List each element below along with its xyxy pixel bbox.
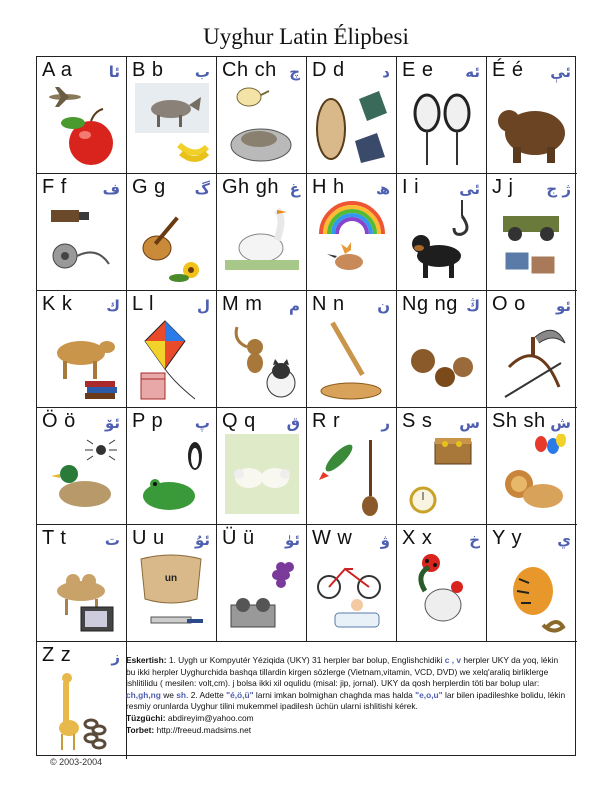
bow-arrow-icon bbox=[505, 356, 561, 397]
note-eou-1: "é,ö,ü" bbox=[226, 689, 254, 700]
bread-icon bbox=[321, 383, 381, 399]
illustration bbox=[405, 551, 479, 637]
letter-cell bbox=[217, 174, 307, 291]
arabic-letter: ھ bbox=[375, 180, 390, 198]
bear-icon bbox=[498, 110, 565, 163]
latin-letter: Gh gh bbox=[222, 176, 279, 198]
latin-letter: Ü ü bbox=[222, 527, 255, 549]
arabic-letter: ۋ bbox=[380, 531, 390, 549]
letter-cell bbox=[397, 408, 487, 525]
film-reel-icon bbox=[53, 244, 109, 268]
tiger-icon bbox=[513, 567, 553, 615]
rawap-icon bbox=[362, 440, 378, 516]
latin-letter: D d bbox=[312, 59, 345, 81]
letter-cell bbox=[37, 174, 127, 291]
illustration bbox=[495, 83, 569, 169]
illustration bbox=[45, 551, 119, 637]
cow-icon bbox=[57, 341, 115, 379]
giraffe-icon bbox=[59, 673, 79, 750]
arabic-letter: ي bbox=[557, 531, 571, 549]
letter-cell bbox=[37, 57, 127, 174]
bicycle-icon bbox=[318, 569, 380, 598]
dog-icon bbox=[412, 235, 461, 278]
lion-icon bbox=[505, 470, 563, 508]
arabic-letter: غ bbox=[289, 180, 300, 198]
letter-cell bbox=[37, 525, 127, 642]
latin-letter: Ng ng bbox=[402, 293, 458, 315]
copyright: © 2003-2004 bbox=[50, 757, 103, 767]
illustration bbox=[405, 317, 479, 403]
grapes-icon bbox=[272, 562, 294, 588]
tape-recorder-icon bbox=[231, 598, 275, 627]
arabic-letter: ڭ bbox=[466, 297, 480, 315]
sack-label: un bbox=[164, 573, 178, 584]
latin-letter: É é bbox=[492, 59, 524, 81]
illustration bbox=[315, 551, 389, 637]
latin-letter: F f bbox=[42, 176, 67, 198]
illustration bbox=[45, 200, 119, 286]
letter-cell bbox=[397, 174, 487, 291]
letter-cell bbox=[307, 408, 397, 525]
latin-letter: U u bbox=[132, 527, 165, 549]
apple-icon bbox=[61, 109, 113, 165]
arabic-letter: ك bbox=[106, 297, 120, 315]
hook-icon bbox=[454, 200, 467, 234]
bath-icon bbox=[335, 599, 379, 627]
latin-letter: E e bbox=[402, 59, 434, 81]
letter-cell bbox=[37, 642, 127, 759]
latin-letter: J j bbox=[492, 176, 514, 198]
arabic-letter: ئو bbox=[555, 297, 571, 315]
jeep-icon bbox=[503, 216, 559, 241]
duck-icon bbox=[51, 465, 111, 507]
latin-letter: Y y bbox=[492, 527, 523, 549]
illustration bbox=[495, 317, 569, 403]
illustration bbox=[315, 83, 389, 169]
illustration bbox=[225, 434, 299, 520]
illustration bbox=[135, 200, 209, 286]
illustration bbox=[45, 668, 119, 754]
note-heading: Eskertish: bbox=[126, 655, 167, 665]
goose-icon bbox=[225, 210, 299, 270]
letter-cell bbox=[217, 525, 307, 642]
latin-letter: L l bbox=[132, 293, 154, 315]
illustration bbox=[135, 317, 209, 403]
arabic-letter: ت bbox=[104, 531, 120, 549]
note-text-2c: lar bilen ipadileshke bolidu, lékin resmiy orunlarda Uyghur tilini mukemmel ipadilesh üchün ularni ishlitishi kérek. bbox=[126, 689, 566, 712]
arabic-letter: خ bbox=[469, 531, 480, 549]
rainbow-icon bbox=[321, 203, 383, 234]
arabic-letter: ئە bbox=[465, 63, 480, 81]
illustration bbox=[225, 551, 299, 637]
wolf-icon bbox=[135, 83, 209, 133]
arabic-letter: س bbox=[459, 414, 480, 432]
walnut-icon bbox=[411, 349, 473, 387]
illustration bbox=[135, 551, 209, 637]
arabic-letter: ش bbox=[550, 414, 571, 432]
arabic-letter: ز bbox=[111, 648, 120, 666]
illustration bbox=[45, 434, 119, 520]
tv-icon bbox=[81, 607, 113, 631]
letter-cell bbox=[307, 291, 397, 408]
latin-letter: K k bbox=[42, 293, 73, 315]
note-cv: c , v bbox=[444, 655, 462, 665]
arabic-letter: ئۈ bbox=[284, 531, 300, 549]
latin-letter: I i bbox=[402, 176, 420, 198]
illustration bbox=[495, 200, 569, 286]
flute-icon bbox=[330, 322, 364, 376]
latin-letter: Q q bbox=[222, 410, 256, 432]
forum-url[interactable]: http://freeud.madsims.net bbox=[156, 724, 252, 735]
computer-mouse-icon bbox=[231, 129, 291, 161]
drum-icon bbox=[317, 99, 345, 159]
letter-cell bbox=[37, 408, 127, 525]
letter-cell bbox=[307, 525, 397, 642]
latin-letter: R r bbox=[312, 410, 341, 432]
note-eou-2: "e,o,u" bbox=[415, 689, 443, 700]
illustration bbox=[495, 434, 569, 520]
latin-letter: Sh sh bbox=[492, 410, 546, 432]
illustration bbox=[225, 200, 299, 286]
letter-cell bbox=[217, 408, 307, 525]
banana-icon bbox=[179, 145, 207, 159]
arabic-letter: ئې bbox=[550, 63, 571, 81]
illustration bbox=[405, 83, 479, 169]
letter-cell bbox=[487, 57, 577, 174]
arabic-letter: پ bbox=[194, 414, 210, 432]
hoopoe-icon bbox=[327, 242, 363, 270]
mirror-icon bbox=[415, 95, 469, 165]
letter-cell bbox=[487, 291, 577, 408]
monkey-icon bbox=[236, 327, 263, 373]
page-title: Uyghur Latin Élipbesi bbox=[203, 24, 409, 49]
sheep-icon bbox=[225, 434, 299, 514]
letter-cell bbox=[127, 291, 217, 408]
latin-letter: W w bbox=[312, 527, 353, 549]
illustration bbox=[315, 434, 389, 520]
latin-letter: O o bbox=[492, 293, 526, 315]
teapot-icon bbox=[237, 88, 269, 106]
note-text-1b: herpler UKY da yoq, lékin bu ikki herpler Uyghurchida bashqa tillardin kirgen sözlerge (Vietnam,vitamin, VCD, DVD) we xelq'araliq birliklerge ishlitilidu ( mesilen: volt,cm). j bolsa ikki xil oqulidu (misal: jip, jornal). UKY da qosh herplerdin töti bar bolup ular: bbox=[126, 655, 559, 689]
note-sh: sh bbox=[176, 689, 187, 700]
spider-icon bbox=[85, 440, 117, 460]
watch-icon bbox=[411, 488, 435, 512]
penguin-icon bbox=[188, 442, 202, 470]
letter-cell bbox=[397, 291, 487, 408]
arabic-letter: د bbox=[382, 63, 390, 81]
illustration bbox=[315, 317, 389, 403]
note-text-2b: larni imkan bolmighan chaghda mas halda bbox=[255, 689, 413, 700]
cat-icon bbox=[267, 359, 295, 397]
arabic-letter: ئا bbox=[108, 63, 120, 81]
translator-email[interactable]: abdireyim@yahoo.com bbox=[167, 712, 254, 723]
illustration bbox=[135, 83, 209, 169]
letter-cell bbox=[487, 408, 577, 525]
letter-cell bbox=[397, 525, 487, 642]
flower-icon bbox=[169, 262, 199, 282]
note-text-2a: . 2. Adette bbox=[186, 689, 224, 700]
illustration bbox=[135, 434, 209, 520]
latin-letter: N n bbox=[312, 293, 345, 315]
letter-cell bbox=[127, 174, 217, 291]
latin-letter: Z z bbox=[42, 644, 72, 666]
letter-cell bbox=[37, 291, 127, 408]
illustration bbox=[45, 317, 119, 403]
letter-cell bbox=[127, 57, 217, 174]
latin-letter: Ch ch bbox=[222, 59, 277, 81]
forum-label: Torbet: bbox=[126, 724, 155, 735]
latin-letter: A a bbox=[42, 59, 73, 81]
letter-cell bbox=[127, 408, 217, 525]
arabic-letter: ئى bbox=[459, 180, 480, 198]
chest-icon bbox=[435, 438, 471, 464]
snake-icon bbox=[543, 622, 563, 631]
arabic-letter: ژ ج bbox=[546, 180, 571, 198]
arabic-letter: ف bbox=[102, 180, 120, 198]
latin-letter: T t bbox=[42, 527, 67, 549]
latin-letter: B b bbox=[132, 59, 164, 81]
arabic-letter: ل bbox=[196, 297, 210, 315]
arabic-letter: ب bbox=[194, 63, 210, 81]
illustration bbox=[405, 434, 479, 520]
illustration bbox=[225, 83, 299, 169]
balloon-icon bbox=[535, 434, 566, 454]
letter-cell bbox=[217, 57, 307, 174]
rocket-icon bbox=[319, 441, 356, 480]
note-digraphs: ch,gh,ng bbox=[126, 689, 161, 700]
latin-letter: X x bbox=[402, 527, 433, 549]
latin-letter: M m bbox=[222, 293, 263, 315]
rooster-icon bbox=[421, 567, 463, 621]
latin-letter: G g bbox=[132, 176, 166, 198]
illustration bbox=[225, 317, 299, 403]
arabic-letter: ر bbox=[381, 414, 390, 432]
latin-letter: P p bbox=[132, 410, 164, 432]
latin-letter: H h bbox=[312, 176, 345, 198]
letter-cell bbox=[217, 291, 307, 408]
sickle-icon bbox=[531, 330, 565, 357]
arabic-letter: م bbox=[289, 297, 300, 315]
arabic-letter: ق bbox=[286, 414, 300, 432]
towel-icon bbox=[141, 373, 165, 399]
letter-cell bbox=[127, 525, 217, 642]
latin-letter: S s bbox=[402, 410, 433, 432]
photos-icon bbox=[505, 252, 555, 274]
cloth-icon bbox=[355, 91, 387, 163]
translator-label: Tüzgüchi: bbox=[126, 712, 166, 723]
razor-icon bbox=[151, 617, 203, 623]
letter-cell bbox=[487, 525, 577, 642]
note-we: we bbox=[163, 689, 174, 700]
arabic-letter: ئۇ bbox=[194, 531, 210, 549]
arabic-letter: چ bbox=[289, 63, 300, 81]
letter-cell bbox=[307, 57, 397, 174]
illustration bbox=[495, 551, 569, 637]
note-block bbox=[120, 641, 574, 754]
guitar-icon bbox=[143, 216, 179, 260]
illustration bbox=[315, 200, 389, 286]
note-text-1a: 1. Uygh ur Kompyutér Yéziqida (UKY) 31 herpler bar bolup, Englishchidiki bbox=[168, 655, 443, 665]
letter-cell bbox=[397, 57, 487, 174]
books-icon bbox=[85, 381, 117, 399]
illustration bbox=[45, 83, 119, 169]
frog-icon bbox=[143, 479, 195, 510]
arabic-letter: ئۆ bbox=[104, 414, 120, 432]
illustration bbox=[405, 200, 479, 286]
chain-icon bbox=[85, 720, 105, 748]
letter-cell bbox=[487, 174, 577, 291]
airplane-icon bbox=[49, 87, 81, 107]
letter-cell bbox=[307, 174, 397, 291]
latin-letter: Ö ö bbox=[42, 410, 76, 432]
arabic-letter: ن bbox=[377, 297, 390, 315]
camera-icon bbox=[51, 210, 89, 222]
arabic-letter: گ bbox=[194, 180, 210, 198]
